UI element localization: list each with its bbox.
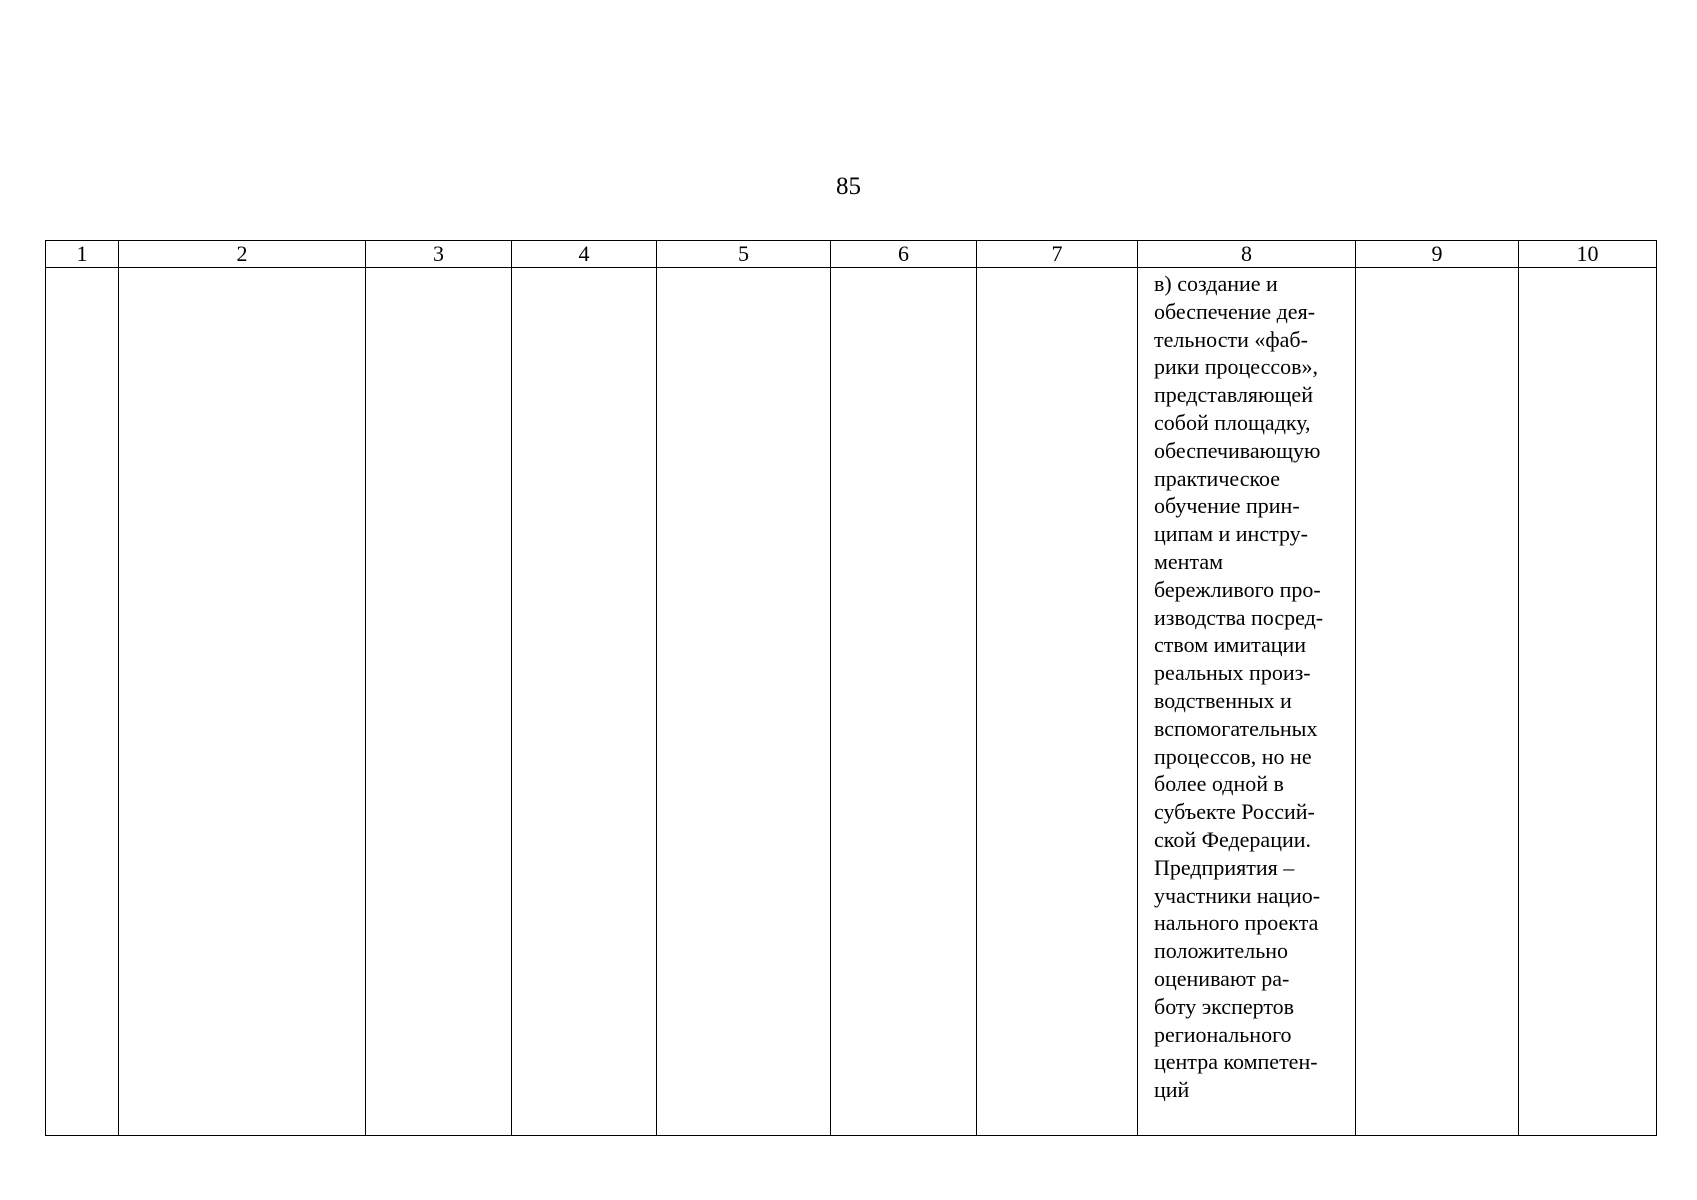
- document-table: [45, 240, 1657, 1136]
- column-header-2: 2: [119, 241, 366, 268]
- cell-text-col-4: [512, 268, 656, 270]
- table-cell-col-5: [657, 268, 831, 1136]
- table-cell-col-4: [512, 268, 657, 1136]
- table-cell-col-1: [46, 268, 119, 1136]
- table-cell-col-6: [831, 268, 977, 1136]
- table-cell-col-2: [119, 268, 366, 1136]
- column-header-5: 5: [657, 241, 831, 268]
- cell-text-col-9: [1356, 268, 1518, 270]
- table-cell-col-10: [1519, 268, 1657, 1136]
- cell-text-col-1: [46, 268, 118, 270]
- column-header-4: 4: [512, 241, 657, 268]
- table-cell-col-7: [977, 268, 1138, 1136]
- column-header-1: 1: [46, 241, 119, 268]
- cell-text-col-6: [831, 268, 976, 270]
- table-row: [46, 268, 1657, 1136]
- cell-text-col-10: [1519, 268, 1656, 270]
- cell-text-col-2: [119, 268, 365, 270]
- column-header-3: 3: [366, 241, 512, 268]
- column-header-9: 9: [1356, 241, 1519, 268]
- cell-text-col-5: [657, 268, 830, 270]
- column-header-6: 6: [831, 241, 977, 268]
- column-header-10: 10: [1519, 241, 1657, 268]
- column-header-7: 7: [977, 241, 1138, 268]
- column-header-8: 8: [1138, 241, 1356, 268]
- cell-text-col-3: [366, 268, 511, 270]
- table-header-row: [46, 241, 1657, 268]
- table-cell-col-3: [366, 268, 512, 1136]
- page-number: 85: [836, 173, 861, 200]
- table-cell-col-8: [1138, 268, 1356, 1136]
- cell-text-col-8: в) создание и обеспечение дея- тельности «фаб- рики процессов», представляющей собой площадку, обеспечивающую практическое обучение прин- ципам и инстру- ментам бережливого про- изводства посред- ством имитации реальных произ- водственных и вспомогательных процессов, но не более одной в субъекте Россий- ской Федерации. Предприятия – участники нацио- нального проекта положительно оценивают ра- боту экспертов регионального центра компетен- ций: [1154, 271, 1324, 1103]
- table-cell-col-9: [1356, 268, 1519, 1136]
- cell-text-col-7: [977, 268, 1137, 270]
